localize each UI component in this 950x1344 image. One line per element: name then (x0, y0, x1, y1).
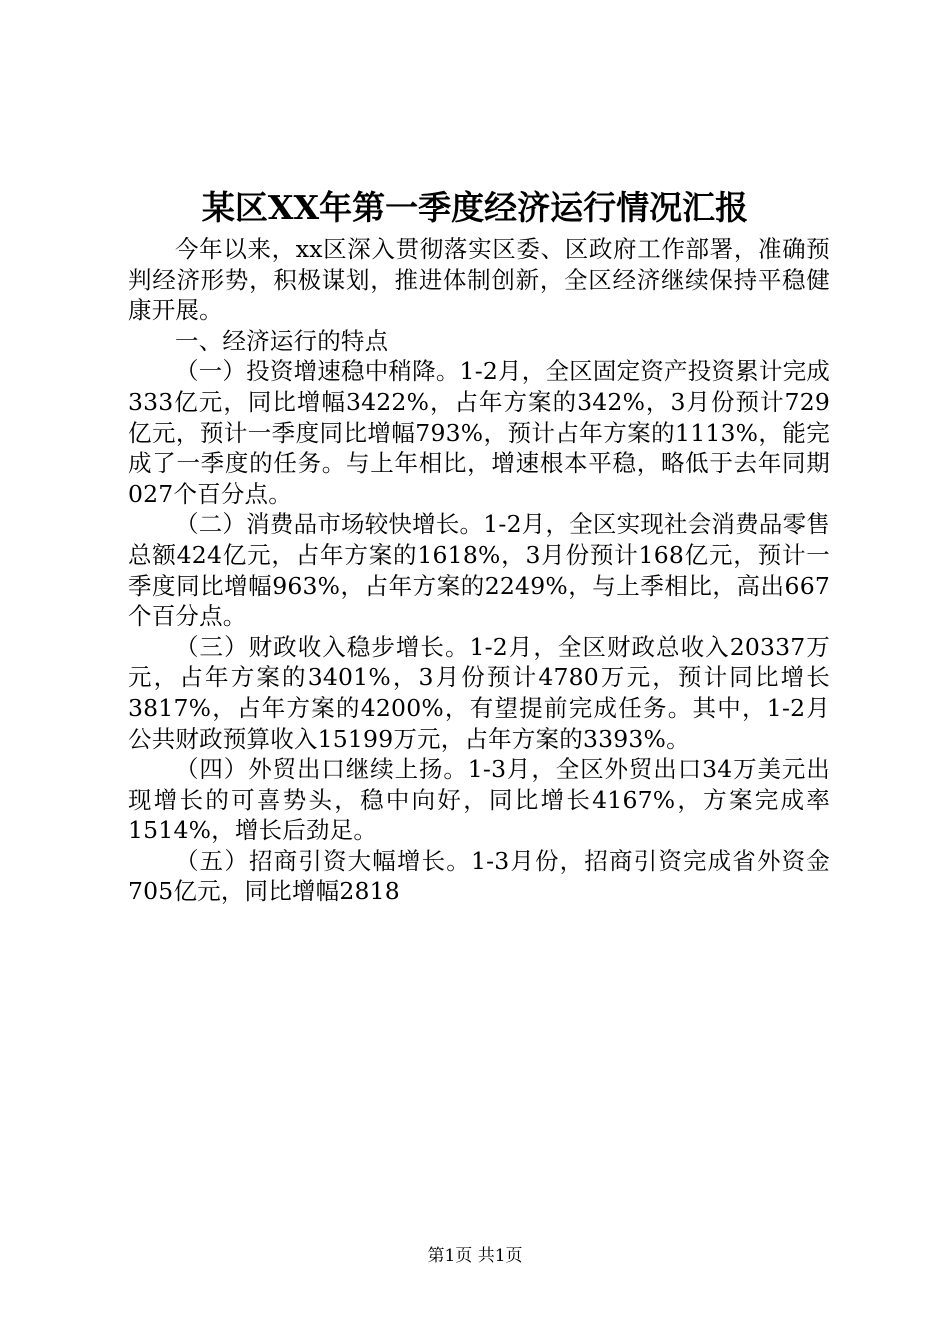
consumption-paragraph: （二）消费品市场较快增长。1-2月，全区实现社会消费品零售总额424亿元，占年方案的1618%，3月份预计168亿元，预计一季度同比增幅963%，占年方案的2249%，与上季相比，高出667个百分点。 (128, 510, 830, 631)
foreign-trade-paragraph: （四）外贸出口继续上扬。1-3月，全区外贸出口34万美元出现增长的可喜势头，稳中向好，同比增长4167%，方案完成率1514%，增长后劲足。 (128, 755, 830, 845)
page-footer: 第1页 共1页 (427, 1246, 523, 1266)
intro-paragraph: 今年以来，xx区深入贯彻落实区委、区政府工作部署，准确预判经济形势，积极谋划，推进体制创新，全区经济继续保持平稳健康开展。 (128, 235, 830, 325)
section-heading: 一、经济运行的特点 (175, 326, 389, 355)
investment-paragraph: （一）投资增速稳中稍降。1-2月，全区固定资产投资累计完成333亿元，同比增幅3422%，占年方案的342%，3月份预计729亿元，预计一季度同比增幅793%，预计占年方案的1113%，能完成了一季度的任务。与上年相比，增速根本平稳，略低于去年同期027个百分点。 (128, 357, 830, 508)
investment-attraction-paragraph: （五）招商引资大幅增长。1-3月份，招商引资完成省外资金705亿元，同比增幅2818 (128, 846, 830, 906)
document-body (128, 234, 830, 907)
document-title: 某区XX年第一季度经济运行情况汇报 (201, 188, 749, 227)
fiscal-revenue-paragraph: （三）财政收入稳步增长。1-2月，全区财政总收入20337万元，占年方案的3401%，3月份预计4780万元，预计同比增长3817%，占年方案的4200%，有望提前完成任务。其中，1-2月公共财政预算收入15199万元，占年方案的3393%。 (128, 632, 830, 753)
